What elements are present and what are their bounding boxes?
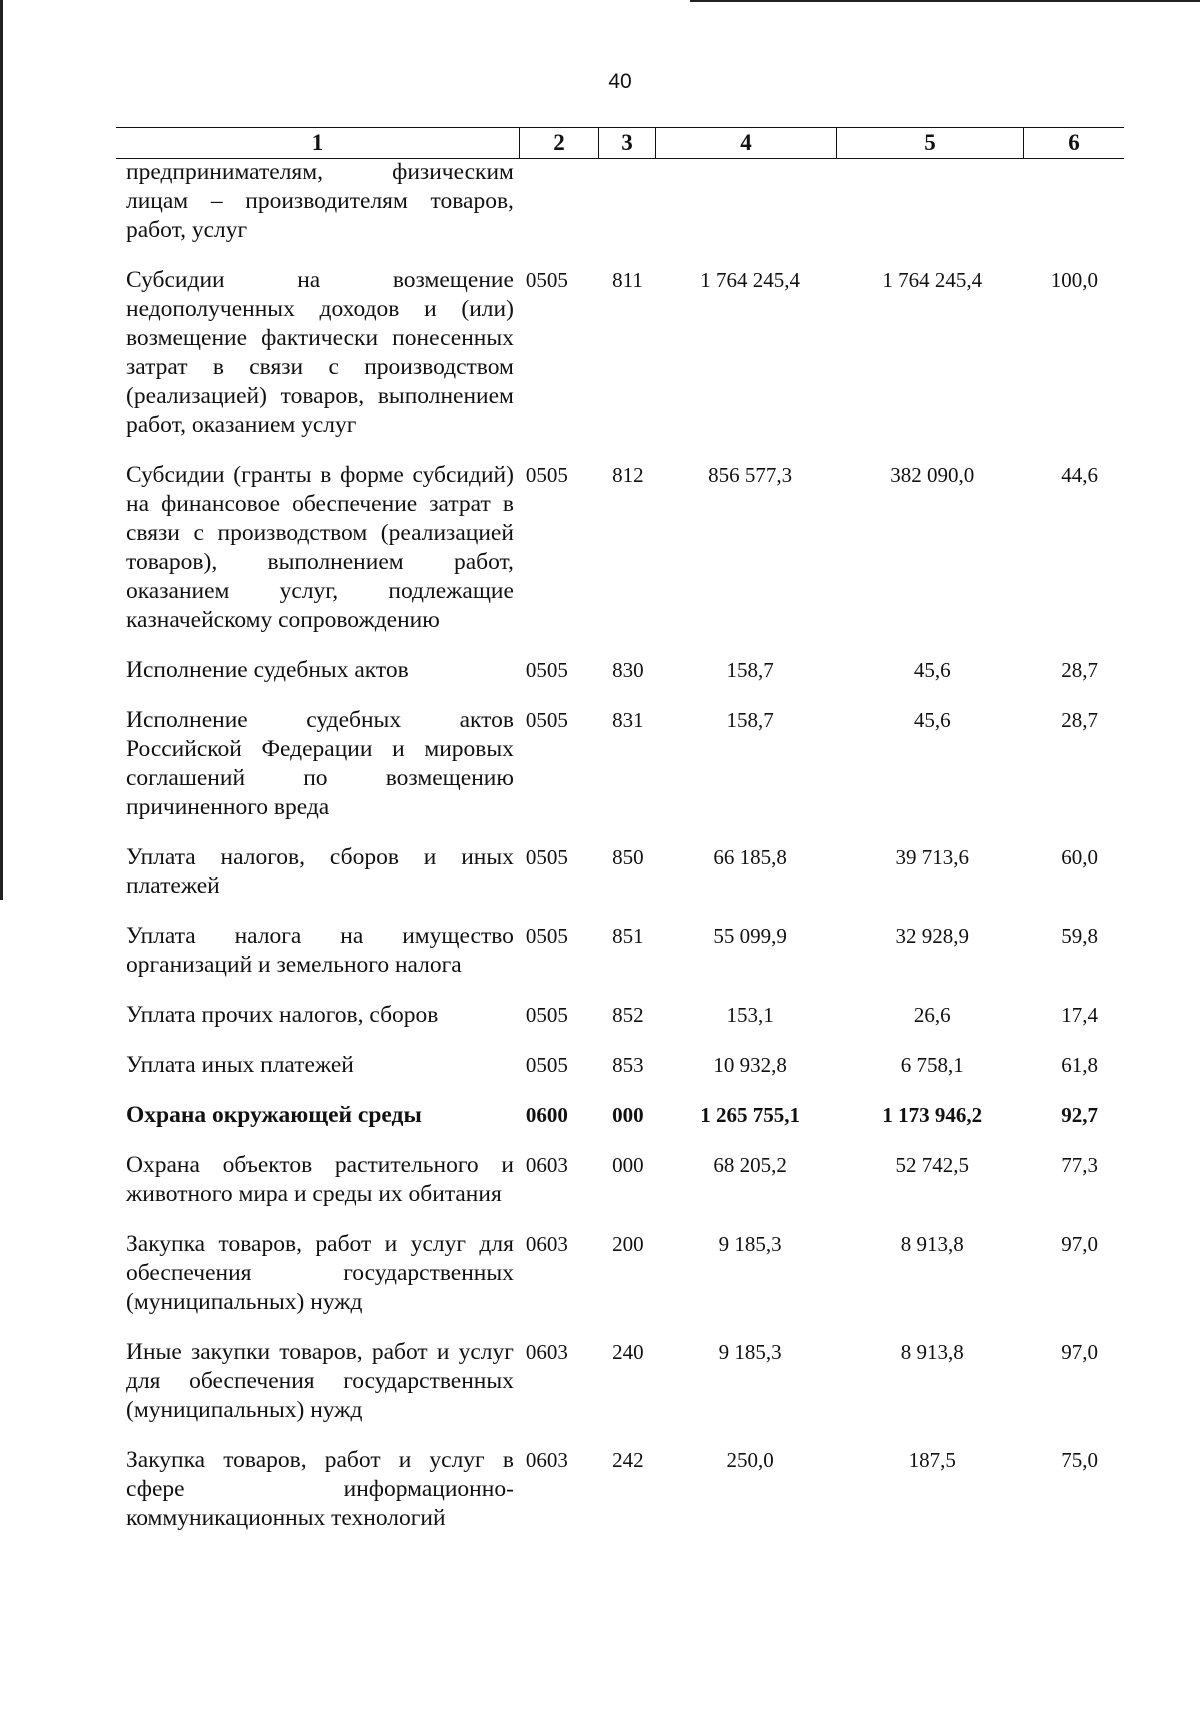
header-col-5: 5 — [837, 128, 1024, 158]
row-percent: 75,0 — [1061, 1448, 1098, 1472]
row-expense-type: 240 — [612, 1340, 644, 1364]
row-approved-amount: 158,7 — [726, 708, 774, 732]
row-section-code: 0505 — [525, 924, 568, 948]
row-expense-type: 831 — [612, 708, 644, 732]
row-executed-amount: 32 928,9 — [895, 924, 969, 948]
header-col-2: 2 — [520, 128, 599, 158]
row-percent: 97,0 — [1061, 1232, 1098, 1256]
row-percent: 77,3 — [1061, 1153, 1098, 1177]
row-section-code: 0603 — [525, 1340, 568, 1364]
row-approved-amount: 68 205,2 — [713, 1153, 787, 1177]
row-executed-amount: 6 758,1 — [900, 1053, 964, 1077]
row-approved-amount: 9 185,3 — [718, 1340, 782, 1364]
row-approved-amount: 250,0 — [726, 1448, 774, 1472]
row-description: Уплата налога на имущество организаций и земельного налога — [126, 923, 514, 978]
row-expense-type: 242 — [612, 1448, 644, 1472]
table-row — [116, 1338, 1124, 1425]
table-row — [116, 1230, 1124, 1317]
table-row — [116, 656, 1124, 685]
row-section-code: 0505 — [525, 845, 568, 869]
table-body — [116, 158, 1124, 1554]
row-expense-type: 200 — [612, 1232, 644, 1256]
header-col-3: 3 — [599, 128, 656, 158]
row-expense-type: 812 — [612, 463, 644, 487]
row-section-code: 0505 — [525, 1053, 568, 1077]
row-executed-amount: 45,6 — [913, 708, 951, 732]
page-number: 40 — [608, 70, 632, 93]
scan-edge-left — [0, 0, 3, 900]
row-expense-type: 811 — [612, 268, 643, 292]
row-expense-type: 851 — [612, 924, 644, 948]
row-section-code — [514, 158, 604, 245]
row-description: Закупка товаров, работ и услуг для обеспечения государственных (муниципальных) нужд — [126, 1231, 514, 1315]
row-percent: 60,0 — [1061, 845, 1098, 869]
row-description: Исполнение судебных актов Российской Федерации и мировых соглашений по возмещению причиненного вреда — [126, 707, 514, 820]
row-executed-amount: 52 742,5 — [895, 1153, 969, 1177]
row-description: Субсидии на возмещение недополученных доходов и (или) возмещение фактически понесенных затрат в связи с производством (реализацией) товаров, выполнением работ, оказанием услуг — [126, 267, 514, 438]
row-expense-type — [604, 158, 660, 245]
row-approved-amount: 158,7 — [726, 658, 774, 682]
table-row — [116, 1051, 1124, 1080]
row-executed-amount: 26,6 — [913, 1003, 951, 1027]
row-section-code: 0603 — [525, 1448, 568, 1472]
row-percent: 92,7 — [1061, 1103, 1098, 1127]
row-description: Субсидии (гранты в форме субсидий) на финансовое обеспечение затрат в связи с производством (реализацией товаров), выполнением работ, оказанием услуг, подлежащие казначейскому сопровождению — [126, 462, 514, 633]
row-approved-amount: 1 265 755,1 — [700, 1103, 801, 1127]
table-row — [116, 1446, 1124, 1533]
row-section-code: 0603 — [525, 1232, 568, 1256]
row-section-code: 0603 — [525, 1153, 568, 1177]
row-description: Уплата иных платежей — [126, 1052, 354, 1078]
row-description: Закупка товаров, работ и услуг в сфере информационно-коммуникационных технологий — [126, 1447, 514, 1531]
table-row — [116, 158, 1124, 245]
row-executed-amount: 8 913,8 — [900, 1340, 964, 1364]
row-approved-amount: 10 932,8 — [713, 1053, 787, 1077]
row-approved-amount: 55 099,9 — [713, 924, 787, 948]
row-expense-type: 000 — [612, 1103, 644, 1127]
header-col-4: 4 — [656, 128, 837, 158]
row-percent: 97,0 — [1061, 1340, 1098, 1364]
table-header — [116, 127, 1124, 159]
table-row — [116, 843, 1124, 901]
row-approved-amount: 153,1 — [726, 1003, 774, 1027]
row-description: Иные закупки товаров, работ и услуг для обеспечения государственных (муниципальных) нужд — [126, 1339, 514, 1423]
scan-edge-top — [690, 0, 1200, 2]
row-executed-amount: 187,5 — [908, 1448, 956, 1472]
row-section-code: 0505 — [525, 268, 568, 292]
row-description: Охрана окружающей среды — [126, 1102, 422, 1128]
row-percent: 28,7 — [1061, 708, 1098, 732]
row-expense-type: 850 — [612, 845, 644, 869]
row-section-code: 0600 — [525, 1103, 568, 1127]
row-description: Исполнение судебных актов — [126, 657, 409, 683]
table-row — [116, 266, 1124, 440]
row-description: Уплата налогов, сборов и иных платежей — [126, 844, 514, 899]
table-row — [116, 1001, 1124, 1030]
row-expense-type: 853 — [612, 1053, 644, 1077]
row-percent: 61,8 — [1061, 1053, 1098, 1077]
row-description: предпринимателям, физическим лицам – производителям товаров, работ, услуг — [126, 159, 514, 243]
row-executed-amount: 8 913,8 — [900, 1232, 964, 1256]
row-section-code: 0505 — [525, 1003, 568, 1027]
row-percent: 17,4 — [1061, 1003, 1098, 1027]
row-description: Уплата прочих налогов, сборов — [126, 1002, 439, 1028]
row-percent: 100,0 — [1050, 268, 1098, 292]
row-expense-type: 830 — [612, 658, 644, 682]
row-approved-amount — [661, 158, 840, 245]
table-row — [116, 1101, 1124, 1130]
row-expense-type: 852 — [612, 1003, 644, 1027]
row-approved-amount: 856 577,3 — [708, 463, 793, 487]
row-percent: 28,7 — [1061, 658, 1098, 682]
table-row — [116, 922, 1124, 980]
row-executed-amount: 1 764 245,4 — [882, 268, 983, 292]
row-executed-amount: 382 090,0 — [890, 463, 975, 487]
row-section-code: 0505 — [525, 658, 568, 682]
row-approved-amount: 1 764 245,4 — [700, 268, 801, 292]
row-section-code: 0505 — [525, 708, 568, 732]
row-percent — [1025, 158, 1124, 245]
row-approved-amount: 9 185,3 — [718, 1232, 782, 1256]
row-percent: 59,8 — [1061, 924, 1098, 948]
row-percent: 44,6 — [1061, 463, 1098, 487]
row-executed-amount: 39 713,6 — [895, 845, 969, 869]
header-col-1: 1 — [116, 128, 520, 158]
row-description: Охрана объектов растительного и животного мира и среды их обитания — [126, 1152, 514, 1207]
header-col-6: 6 — [1068, 130, 1080, 155]
table-row — [116, 706, 1124, 822]
row-executed-amount: 1 173 946,2 — [882, 1103, 983, 1127]
table-row — [116, 461, 1124, 635]
row-executed-amount: 45,6 — [913, 658, 951, 682]
table-row — [116, 1151, 1124, 1209]
row-approved-amount: 66 185,8 — [713, 845, 787, 869]
row-section-code: 0505 — [525, 463, 568, 487]
row-executed-amount — [840, 158, 1025, 245]
row-expense-type: 000 — [612, 1153, 644, 1177]
